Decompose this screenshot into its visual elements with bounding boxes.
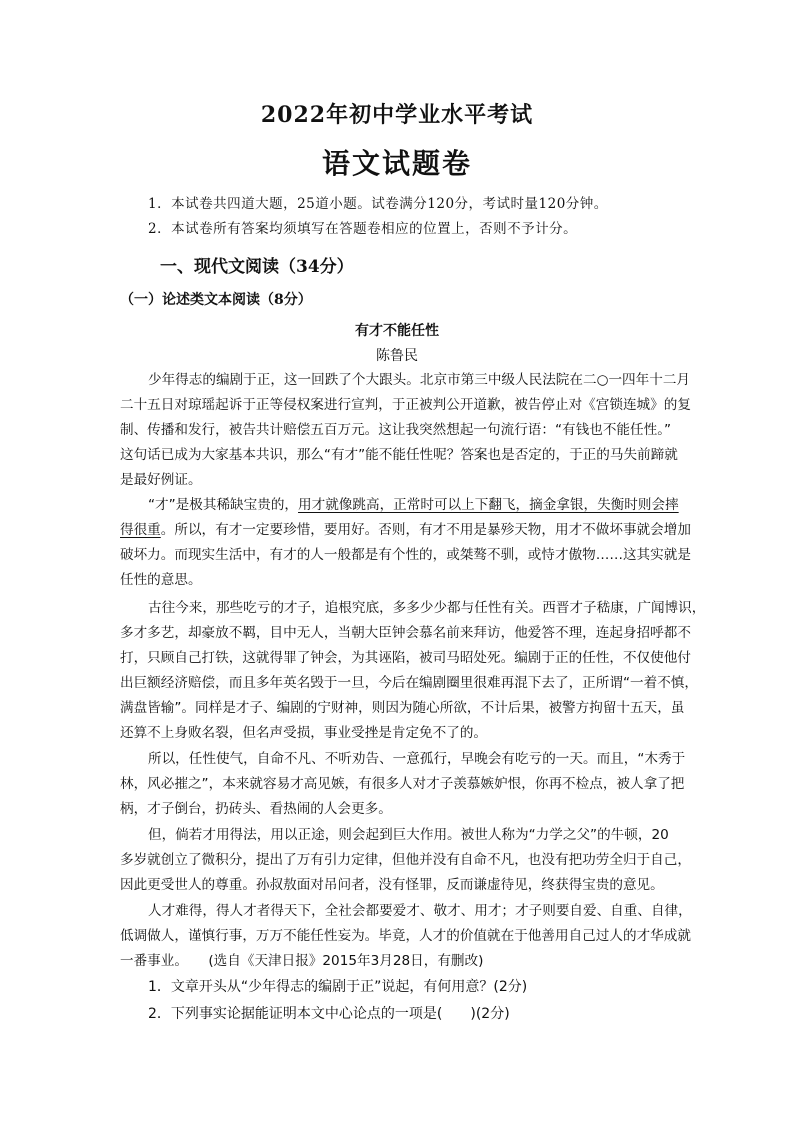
article-line: 制、传播和发行，被告共计赔偿五百万元。这让我突然想起一句流行语：“有钱也不能任性。”	[120, 422, 672, 438]
article-line: 二十五日对琼瑶起诉于正等侵权案进行宣判，于正被判公开道歉，被告停止对《宫锁连城》的复	[120, 397, 691, 413]
article-line: 出巨额经济赔偿，而且多年英名毁于一旦，今后在编剧圈里很难再混下去了，正所谓“一着不慎，	[120, 675, 698, 691]
article-line: 还算不上身败名裂，但名声受损，事业受挫是肯定免不了的。	[120, 725, 488, 741]
article-line: 是最好例证。	[120, 472, 202, 488]
underlined-sentence: 用才就像跳高，正常时可以上下翻飞，摘金拿银，失衡时则会摔	[298, 497, 679, 513]
article-line: 破坏力。而现实生活中，有才的人一般都是有个性的，或桀骜不驯，或恃才傲物……这其实就是	[120, 547, 691, 563]
article-line: 但，倘若才用得法，用以正途，则会起到巨大作用。被世人称为“力学之父”的牛顿，20	[148, 827, 669, 843]
article-text: “才”是极其稀缺宝贵的，	[148, 497, 299, 513]
question-1: 1．文章开头从“少年得志的编剧于正”说起，有何用意？(2分)	[148, 979, 528, 995]
article-line: 打，只顾自己打铁，这就得罪了钟会，为其诬陷，被司马昭处死。编剧于正的任性，不仅使他付	[120, 650, 691, 666]
instruction-note-2: 2．本试卷所有答案均须填写在答题卷相应的位置上，否则不予计分。	[148, 221, 578, 237]
article-line: 低调做人，谨慎行事，万万不能任性妄为。毕竟，人才的价值就在于他善用自己过人的才华成就	[120, 928, 691, 944]
article-title: 有才不能任性	[355, 323, 439, 339]
article-line	[120, 521, 691, 539]
article-line: 因此更受世人的尊重。孙叔敖面对吊问者，没有怪罪，反而谦虚待见，终获得宝贵的意见。	[120, 877, 664, 893]
article-line: 满盘皆输”。同样是才子、编剧的宁财神，则因为随心所欲，不计后果，被警方拘留十五天，虽	[120, 700, 685, 716]
article-line: 所以，任性使气，自命不凡、不听劝告、一意孤行，早晚会有吃亏的一天。而且，“木秀于	[148, 751, 686, 767]
article-line: 多岁就创立了微积分，提出了万有引力定律，但他并没有自命不凡，也没有把功劳全归于自己，	[120, 852, 691, 868]
article-line: 人才难得，得人才者得天下，全社会都要爱才、敬才、用才；才子则要自爱、自重、自律，	[148, 903, 692, 919]
article-line: 古往今来，那些吃亏的才子，追根究底，多多少少都与任性有关。西晋才子嵇康，广闻博识，	[148, 600, 706, 616]
article-line: 任性的意思。	[120, 572, 202, 588]
exam-subtitle: 语文试题卷	[321, 147, 472, 180]
article-line: 少年得志的编剧于正，这一回跌了个大跟头。北京市第三中级人民法院在二○一四年十二月	[148, 372, 691, 388]
article-line: 柄，才子倒台，扔砖头、看热闹的人会更多。	[120, 801, 392, 817]
subsection-heading: （一）论述类文本阅读（8分）	[120, 292, 312, 308]
article-line: 多才多艺，却豪放不羁，目中无人，当朝大臣钟会慕名前来拜访，他爱答不理，连起身招呼都不	[120, 625, 691, 641]
article-line	[148, 496, 679, 514]
question-2: 2．下列事实论据能证明本文中心论点的一项是( )(2分)	[148, 1006, 510, 1022]
article-text: 。所以，有才一定要珍惜，要用好。否则，有才不用是暴殄天物，用才不做坏事就会增加	[160, 522, 691, 538]
underlined-sentence: 得很重	[120, 522, 161, 538]
section-heading: 一、现代文阅读（34分）	[160, 257, 354, 277]
article-author: 陈鲁民	[376, 348, 418, 364]
exam-title: 2022年初中学业水平考试	[260, 102, 534, 128]
article-line: 林，风必摧之”，本来就容易才高见嫉，有很多人对才子羡慕嫉妒恨，你再不检点，被人拿了把	[120, 776, 685, 792]
article-line: 一番事业。 (选自《天津日报》2015年3月28日，有删改)	[120, 953, 484, 969]
instruction-note-1: 1．本试卷共四道大题，25道小题。试卷满分120分，考试时量120分钟。	[148, 196, 608, 212]
article-line: 这句话已成为大家基本共识，那么“有才”能不能任性呢？答案也是否定的，于正的马失前蹄就	[120, 447, 678, 463]
